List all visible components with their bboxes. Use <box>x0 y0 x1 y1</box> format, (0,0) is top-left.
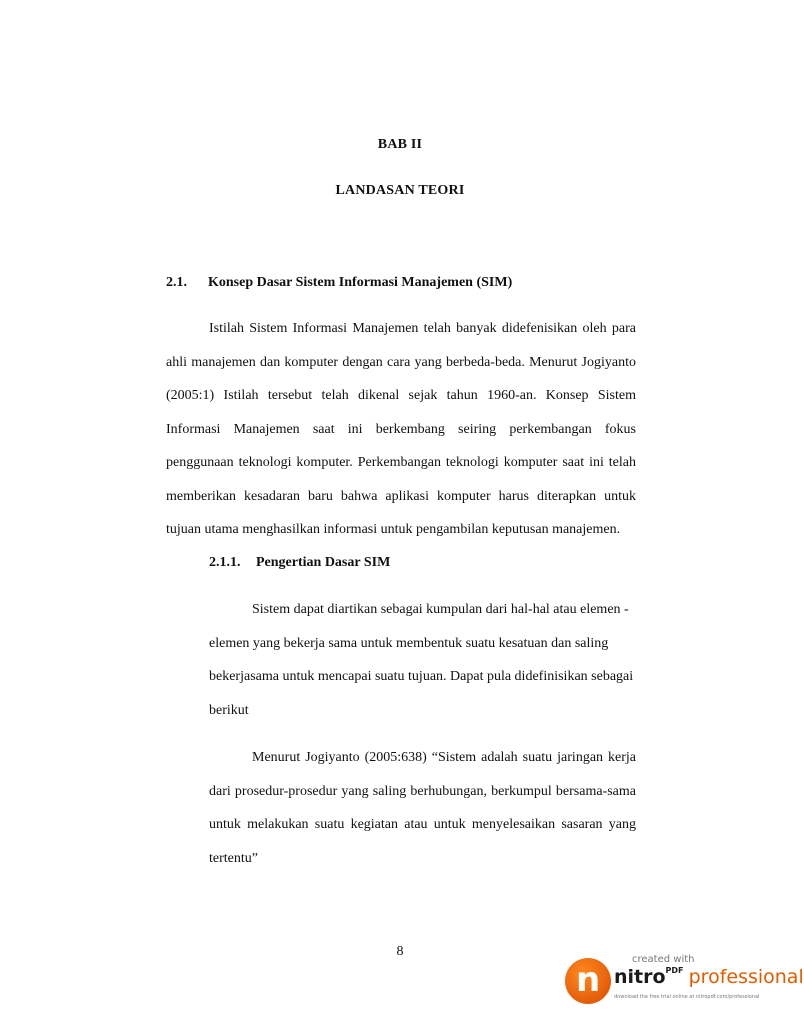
page-number: 8 <box>396 944 404 959</box>
subsection-number: 2.1.1. <box>209 555 241 570</box>
chapter-title: LANDASAN TEORI <box>335 183 465 198</box>
section-number: 2.1. <box>166 275 187 290</box>
section-heading <box>166 275 512 291</box>
section-title: Konsep Dasar Sistem Informasi Manajemen (SIM) <box>208 275 513 290</box>
chapter-label: BAB II <box>377 137 423 152</box>
subsection-paragraph-2: Menurut Jogiyanto (2005:638) “Sistem adalah suatu jaringan kerja dari prosedur-prosedur yang saling berhubungan, berkumpul bersama-sama untuk melakukan suatu kegiatan atau untuk menyelesaikan sasaran yang tertentu” <box>209 750 636 866</box>
watermark-created-with: created with <box>632 954 695 965</box>
nitro-watermark <box>560 952 804 1024</box>
section-paragraph: Istilah Sistem Informasi Manajemen telah banyak didefenisikan oleh para ahli manajemen dan komputer dengan cara yang berbeda-beda. Menurut Jogiyanto (2005:1) Istilah tersebut telah dikenal sejak tahun 1960-an. Konsep Sistem Informasi Manajemen saat ini berkembang seiring perkembangan fokus penggunaan teknologi komputer. Perkembangan teknologi komputer saat ini telah memberikan kesadaran baru bahwa aplikasi komputer harus diterapkan untuk tujuan utama menghasilkan informasi untuk pengambilan keputusan manajemen. <box>166 321 636 537</box>
watermark-tagline: download the free trial online at nitropdf.com/professional <box>614 994 760 1000</box>
subsection-paragraph-1: Sistem dapat diartikan sebagai kumpulan dari hal-hal atau elemen - elemen yang bekerja sama untuk membentuk suatu kesatuan dan saling bekerjasama untuk mencapai suatu tujuan. Dapat pula didefinisikan sebagai berikut <box>209 602 634 718</box>
watermark-brand-name: nitro <box>614 966 666 988</box>
nitro-logo-letter: n <box>576 960 601 1000</box>
watermark-brand-sup: PDF <box>665 966 684 975</box>
watermark-brand <box>614 966 804 988</box>
watermark-edition: professional <box>688 966 804 988</box>
subsection-title: Pengertian Dasar SIM <box>256 555 391 570</box>
subsection-heading <box>209 555 390 571</box>
